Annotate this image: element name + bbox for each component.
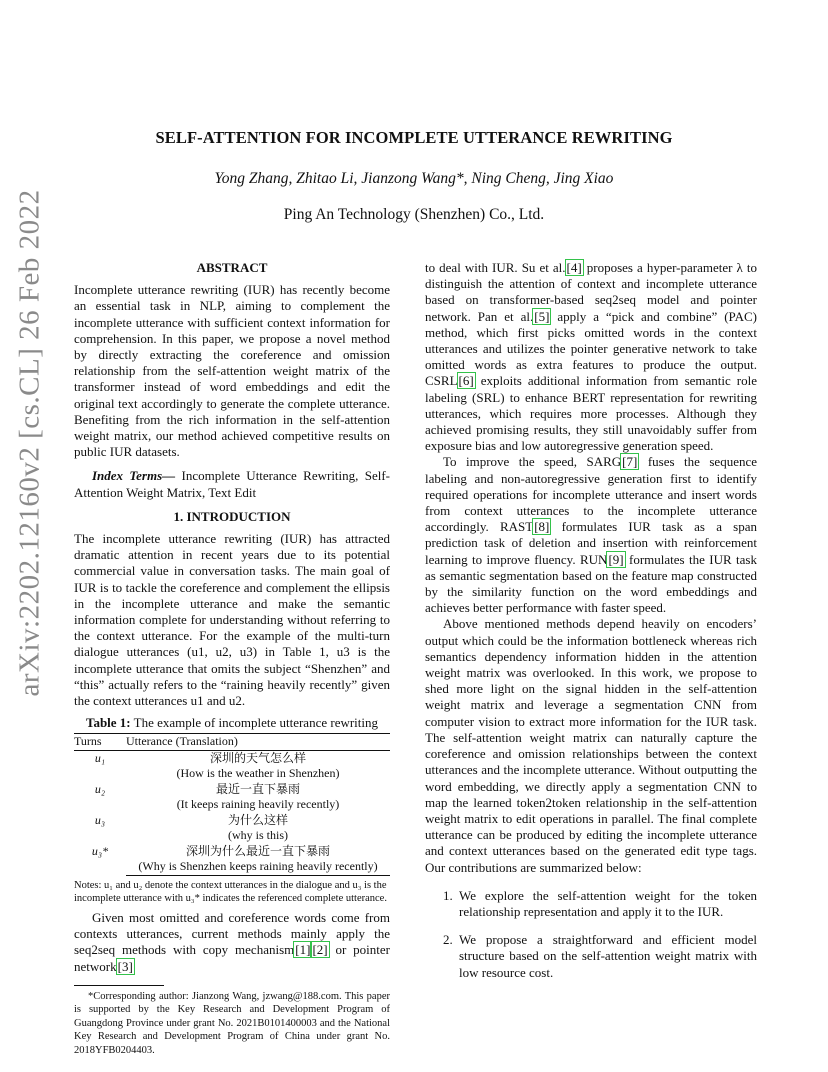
intro-paragraph-2 — [74, 910, 390, 975]
text-span: formulates IUR task as a span prediction task of deletion and insertion with reinforcement learning to improve fluency. RUN — [425, 519, 757, 567]
right-column — [425, 260, 757, 981]
text-span: proposes a hyper-parameter λ to distinguish the attention of context and incomplete utterance based on transformer-based seq2seq model and pointer network. Pan et al. — [425, 260, 757, 324]
table-cell-translation: (why is this) — [228, 828, 288, 843]
contribution-number: 2. — [443, 932, 453, 948]
text-span: formulates the IUR task as semantic segmentation based on the feature map constructed by the similarity function on the word embeddings and achieves better performance with faster speed. — [425, 551, 757, 616]
table-header-row — [74, 734, 390, 751]
text-span: apply a “pick and combine” (PAC) method, which first picks omitted words in the context utterances and utilizes the pointer generative network to take omitted words as extra features to produce the output. CSRL — [425, 308, 757, 389]
footnote-divider — [74, 985, 164, 986]
table-caption — [74, 715, 390, 731]
table-cell-turn: u₁ — [94, 750, 106, 765]
table-cell-turn: u₂ — [94, 781, 106, 796]
citation-link-7[interactable]: [7] — [622, 454, 638, 470]
table-notes: Notes: u₁ and u₂ denote the context utterances in the dialogue and u₃ is the incomplete utterance with u₃* indicates the referenced complete utterance. — [74, 879, 387, 905]
table-caption-label: Table 1: — [85, 715, 131, 731]
table-row — [74, 844, 390, 860]
affiliation: Ping An Technology (Shenzhen) Co., Ltd. — [283, 206, 545, 223]
contribution-item — [425, 888, 757, 920]
contribution-number: 1. — [443, 887, 453, 903]
citation-link-9[interactable]: [9] — [608, 551, 624, 567]
utterance-table — [74, 733, 390, 876]
text-span: exploits additional information from semantic role labeling (SRL) to enhance BERT representation for rewriting utterances, which requires more processes. Although they achieved promising results, they still unavoidably suffer from exposure bias and low autoregressive generation speed. — [425, 373, 757, 454]
abstract-heading: ABSTRACT — [196, 260, 268, 275]
table-row — [74, 782, 390, 798]
table-header-turns: Turns — [74, 734, 126, 751]
index-terms-text: Incomplete Utterance Rewriting, Self-Attention Weight Matrix, Text Edit — [74, 468, 391, 500]
table-header-utterance: Utterance (Translation) — [126, 734, 390, 751]
citation-link-5[interactable]: [5] — [534, 308, 550, 324]
text-span: fuses the sequence labeling and non-autoregressive generation first to identify required operations for incomplete utterance and insert words from context utterances to the incomplete utterance accordingly. RAST — [425, 454, 758, 535]
citation-link-2[interactable]: [2] — [312, 942, 328, 958]
citation-link-1[interactable]: [1] — [295, 942, 311, 958]
table-cell-chinese: 深圳的天气怎么样 — [209, 750, 306, 765]
paper-title: SELF-ATTENTION FOR INCOMPLETE UTTERANCE REWRITING — [155, 128, 673, 147]
arxiv-identifier: arXiv:2202.12160v2 [cs.CL] 26 Feb 2022 — [13, 189, 46, 697]
table-cell-chinese: 为什么这样 — [227, 812, 288, 827]
right-paragraph-2 — [425, 454, 757, 616]
author-list: Yong Zhang, Zhitao Li, Jianzong Wang*, Ning Cheng, Jing Xiao — [214, 170, 614, 187]
table-cell-turn: u₃ — [94, 812, 106, 827]
table-cell-chinese: 最近一直下暴雨 — [215, 781, 300, 796]
table-caption-text: The example of incomplete utterance rewriting — [130, 715, 379, 731]
table-cell-translation: (How is the weather in Shenzhen) — [176, 766, 340, 781]
text-span: To improve the speed, SARG — [443, 454, 622, 470]
intro-heading: 1. INTRODUCTION — [173, 508, 291, 524]
index-terms-label: Index Terms— — [92, 468, 176, 484]
footnote: *Corresponding author: Jianzong Wang, jzwang@188.com. This paper is supported by the Key Research and Development Program of Guangdong Province under grant No. 2021B0101400003 and the National Key Research and Development Program of China under grant No. 2018YFB0204403. — [74, 990, 390, 1056]
intro-p2-mid: or pointer network — [74, 942, 390, 974]
text-span: to deal with IUR. Su et al. — [425, 260, 566, 275]
index-terms — [74, 468, 390, 500]
table-cell-turn: u₃* — [91, 843, 109, 858]
table-cell-translation: (It keeps raining heavily recently) — [176, 797, 340, 812]
contribution-text: We explore the self-attention weight for the token relationship representation and apply it to the IUR. — [459, 887, 757, 919]
citation-link-4[interactable]: [4] — [566, 260, 582, 275]
citation-link-8[interactable]: [8] — [534, 519, 550, 535]
table-cell-chinese: 深圳为什么最近一直下暴雨 — [185, 843, 330, 858]
citation-link-3[interactable]: [3] — [117, 958, 133, 974]
abstract-text: Incomplete utterance rewriting (IUR) has recently become an essential task in NLP, aiming to complement the incomplete utterance with sufficient context information for comprehension. In this paper, we propose a novel method by directly extracting the coreference and omission relationship from the self-attention weight matrix of the transformer instead of word embeddings and edit the original text accordingly to generate the complete utterance. Benefiting from the rich information in the self-attention weight matrix, our method achieved competitive results on public IUR datasets. — [74, 282, 390, 460]
intro-p2-text: Given most omitted and coreference words come from contexts utterances, current methods mainly apply the seq2seq methods with copy mechanism — [74, 909, 390, 958]
intro-paragraph-1: The incomplete utterance rewriting (IUR) has attracted dramatic attention in recent years due to its potential commercial value in conversation tasks. The main goal of IUR is to tackle the coreference and complement the ellipsis in the incomplete utterance and make the semantic information complete for understanding without referring to the context utterance. For the example of the multi-turn dialogue utterances (u1, u2, u3) in Table 1, u3 is the incomplete utterance that omits the subject “Shenzhen” and “this” actually refers to the “raining heavily recently” given the context utterances u1 and u2. — [74, 531, 390, 709]
citation-link-6[interactable]: [6] — [458, 373, 474, 389]
contribution-text: We propose a straightforward and efficient model structure based on the self-attention weight matrix with low resource cost. — [459, 932, 757, 980]
table-cell-translation: (Why is Shenzhen keeps raining heavily recently) — [126, 859, 390, 875]
table-row — [74, 750, 390, 766]
left-column — [74, 260, 390, 1057]
table-row — [74, 813, 390, 829]
contribution-item — [425, 932, 757, 981]
right-paragraph-3: Above mentioned methods depend heavily on encoders’ output which could be the information bottleneck whereas rich semantics dependency information hidden in the attention weight matrix was overlooked. In this work, we propose to shed more light on the signal hidden in the self-attention weight matrix and leverage a segmentation CNN from computer vision to extract more information for the IUR task. The self-attention weight matrix can naturally capture the coreference and omission relationships between the context utterances and the incomplete utterance. Without outputting the word embedding, we directly apply a segmentation CNN to map the learned token2token relationship in the self-attention weight matrix to edit operations in parallel. The final complete utterance can be produced by editing the incomplete utterance and context utterances based on the generated edit type tags. Our contributions are summarized below: — [425, 616, 757, 875]
right-paragraph-1 — [425, 260, 757, 454]
